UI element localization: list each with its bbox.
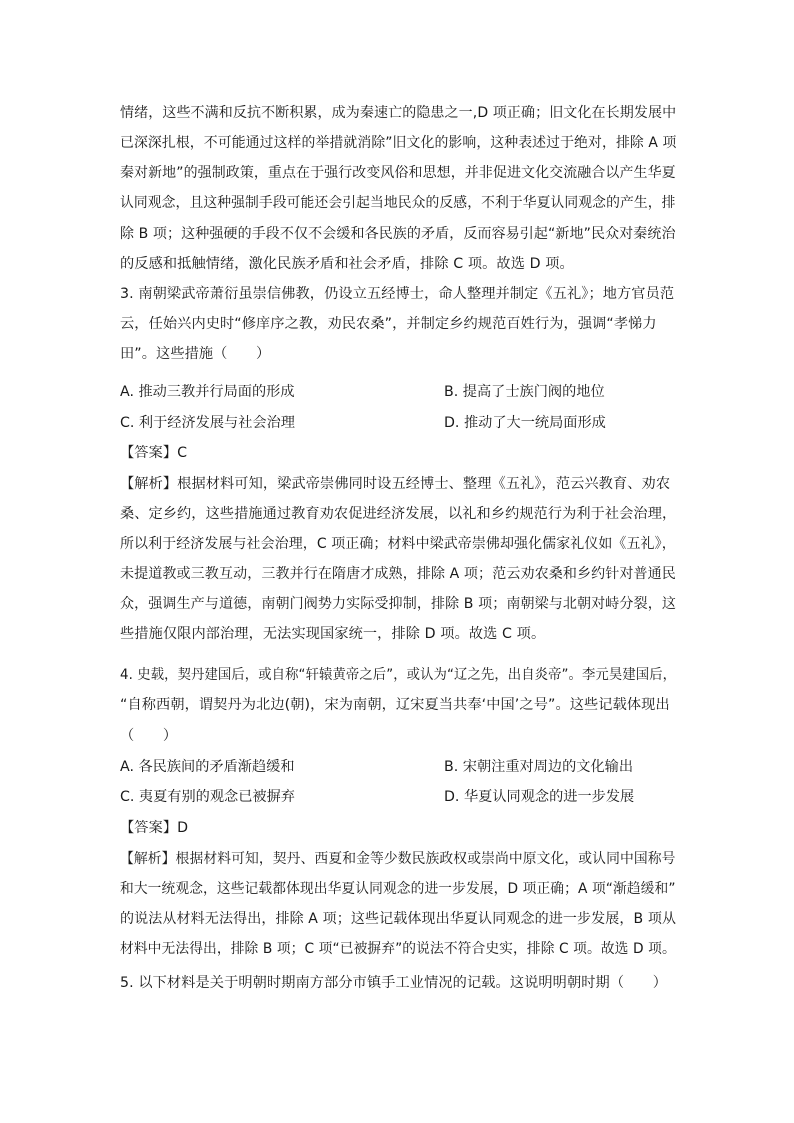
question-3-analysis: 【解析】根据材料可知，梁武帝崇佛同时设五经博士、整理《五礼》，范云兴教育、劝农 bbox=[120, 476, 671, 492]
question-4-stem: “自称西朝，谓契丹为北边(朝)，宋为南朝，辽宋夏当共奉‘中国’之号”。这些记载体现出 bbox=[120, 697, 670, 713]
question-4-stem: 4. 史载，契丹建国后，或自称“轩辕黄帝之后”，或认为“辽之先，出自炎帝”。李元昊建国后， bbox=[120, 667, 677, 683]
question-4-option-d: D. 华夏认同观念的进一步发展 bbox=[444, 789, 635, 805]
question-4-answer: 【答案】D bbox=[120, 820, 189, 836]
text-line: 秦对新地”的强制政策，重点在于强行改变风俗和思想，并非促进文化交流融合以产生华夏 bbox=[120, 165, 676, 181]
question-4-analysis: 和大一统观念，这些记载都体现出华夏认同观念的进一步发展，D 项正确；A 项“渐趋缓和” bbox=[120, 881, 676, 897]
question-5-stem: 5. 以下材料是关于明朝时期南方部分市镇手工业情况的记载。这说明明朝时期（ ） bbox=[120, 975, 667, 991]
question-3-analysis: 桑、定乡约，这些措施通过教育劝农促进经济发展，以礼和乡约规范行为利于社会治理， bbox=[120, 506, 677, 522]
question-3-option-d: D. 推动了大一统局面形成 bbox=[444, 415, 606, 431]
question-3-option-c: C. 利于经济发展与社会治理 bbox=[120, 415, 295, 431]
question-3-analysis: 所以利于经济发展与社会治理，C 项正确；材料中梁武帝崇佛却强化儒家礼仪如《五礼》， bbox=[120, 536, 676, 552]
question-4-option-a: A. 各民族间的矛盾渐趋缓和 bbox=[120, 759, 295, 775]
question-4-analysis: 材料中无法得出，排除 B 项；C 项“已被摒弃”的说法不符合史实，排除 C 项。故选 D 项。 bbox=[120, 941, 676, 957]
text-line: 情绪，这些不满和反抗不断积累，成为秦速亡的隐患之一,D 项正确；旧文化在长期发展中 bbox=[120, 105, 677, 121]
text-line: 的反感和抵触情绪，激化民族矛盾和社会矛盾，排除 C 项。故选 D 项。 bbox=[120, 256, 574, 272]
question-3-analysis: 些措施仅限内部治理，无法实现国家统一，排除 D 项。故选 C 项。 bbox=[120, 626, 546, 642]
question-4-stem: （ ） bbox=[120, 728, 178, 744]
text-line: 认同观念，且这种强制手段可能还会引起当地民众的反感，不利于华夏认同观念的产生，排 bbox=[120, 195, 676, 211]
question-3-analysis: 未提道教或三教互动，三教并行在隋唐才成熟，排除 A 项；范云劝农桑和乡约针对普通民 bbox=[120, 566, 676, 582]
question-4-option-c: C. 夷夏有别的观念已被摒弃 bbox=[120, 789, 295, 805]
question-4-analysis: 【解析】根据材料可知，契丹、西夏和金等少数民族政权或崇尚中原文化，或认同中国称号 bbox=[120, 851, 676, 867]
question-3-option-a: A. 推动三教并行局面的形成 bbox=[120, 384, 295, 400]
text-line: 除 B 项；这种强硬的手段不仅不会缓和各民族的矛盾，反而容易引起“新地”民众对秦统治 bbox=[120, 226, 676, 242]
question-4-option-b: B. 宋朝注重对周边的文化输出 bbox=[444, 759, 634, 775]
question-3-answer: 【答案】C bbox=[120, 445, 188, 461]
question-4-analysis: 的说法从材料无法得出，排除 A 项；这些记载体现出华夏认同观念的进一步发展，B 项从 bbox=[120, 911, 677, 927]
text-line: 已深深扎根，不可能通过这样的举措就消除”旧文化的影响，这种表述过于绝对，排除 A 项 bbox=[120, 135, 677, 151]
question-3-option-b: B. 提高了士族门阀的地位 bbox=[444, 384, 605, 400]
question-3-stem: 田”。这些措施（ ） bbox=[120, 346, 271, 362]
question-3-analysis: 众，强调生产与道德，南朝门阀势力实际受抑制，排除 B 项；南朝梁与北朝对峙分裂，这 bbox=[120, 596, 676, 612]
question-3-stem: 3. 南朝梁武帝萧衍虽崇信佛教，仍设立五经博士，命人整理并制定《五礼》；地方官员范 bbox=[120, 286, 675, 302]
question-3-stem: 云，任始兴内史时“修庠序之教，劝民农桑”，并制定乡约规范百姓行为，强调“孝悌力 bbox=[120, 316, 657, 332]
